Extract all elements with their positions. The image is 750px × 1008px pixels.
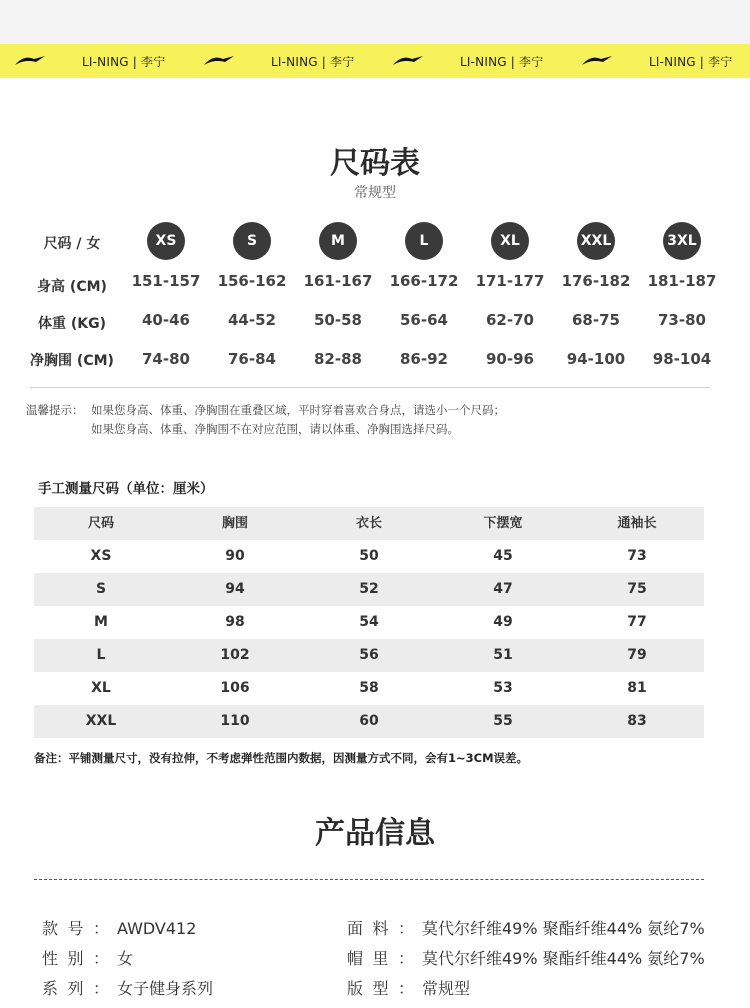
- table-cell: L: [96, 647, 106, 663]
- table-row: [34, 672, 704, 705]
- size-badge: L: [405, 222, 443, 260]
- size-badge: 3XL: [663, 222, 701, 260]
- brand-band: [0, 44, 750, 78]
- brand-mark: [14, 44, 165, 78]
- table-row: [34, 639, 704, 672]
- size-badge: S: [233, 222, 271, 260]
- chest-value: 76-84: [228, 350, 276, 368]
- table-cell: XL: [91, 680, 111, 696]
- table-header: 胸围: [221, 516, 248, 531]
- table-cell: XXL: [85, 713, 117, 729]
- info-item-series: [42, 976, 213, 999]
- tips-line: 如果您身高、体重、净胸围在重叠区域，平时穿着喜欢合身点，请选小一个尺码；: [91, 403, 505, 417]
- li-ning-swoosh-icon: [203, 55, 235, 67]
- weight-value: 62-70: [486, 311, 534, 329]
- table-cell: 73: [627, 548, 647, 564]
- info-key: 系列 ：: [42, 976, 109, 999]
- size-badge: M: [319, 222, 357, 260]
- info-value: 常规型: [422, 979, 471, 998]
- size-badge: XXL: [577, 222, 615, 260]
- table-cell: 94: [225, 581, 245, 597]
- table-row: [34, 540, 704, 573]
- table-header: 衣长: [355, 516, 382, 531]
- section-divider: [30, 387, 710, 388]
- info-item-hood-lining: [347, 946, 705, 969]
- table-cell: 45: [493, 548, 513, 564]
- height-value: 156-162: [217, 272, 287, 290]
- product-info-title: 产品信息: [315, 816, 435, 851]
- chest-value: 86-92: [400, 350, 448, 368]
- chest-value: 74-80: [142, 350, 190, 368]
- height-value: 171-177: [475, 272, 545, 290]
- table-cell: 55: [493, 713, 513, 729]
- table-cell: 110: [220, 713, 250, 729]
- table-cell: 50: [359, 548, 379, 564]
- measure-title: 手工测量尺码（单位：厘米）: [38, 481, 214, 497]
- info-key: 帽里 ：: [347, 946, 414, 969]
- height-value: 151-157: [131, 272, 201, 290]
- info-value: 莫代尔纤维49% 聚酯纤维44% 氨纶7%: [422, 949, 705, 968]
- brand-text: LI-NING | 李宁: [460, 54, 544, 69]
- weight-value: 50-58: [314, 311, 362, 329]
- table-row: [34, 606, 704, 639]
- tips-line: 如果您身高、体重、净胸围不在对应范围，请以体重、净胸围选择尺码。: [91, 422, 459, 436]
- height-value: 181-187: [647, 272, 717, 290]
- table-cell: 56: [359, 647, 379, 663]
- table-cell: 60: [359, 713, 379, 729]
- info-value: 女子健身系列: [117, 979, 214, 998]
- weight-value: 44-52: [228, 311, 276, 329]
- info-key: 面料 ：: [347, 916, 414, 939]
- row-label-height: 身高 (CM): [37, 279, 107, 295]
- table-cell: 83: [627, 713, 647, 729]
- table-cell: S: [95, 581, 107, 597]
- table-cell: 75: [627, 581, 647, 597]
- brand-mark: [203, 44, 354, 78]
- size-chart-title: 尺码表: [330, 146, 420, 181]
- table-cell: 49: [493, 614, 513, 630]
- brand-mark: [581, 44, 732, 78]
- brand-text: LI-NING | 李宁: [649, 54, 733, 69]
- info-key: 款号 ：: [42, 916, 109, 939]
- top-spacer: [0, 0, 750, 44]
- info-value: 女: [117, 949, 134, 968]
- info-item-fit: [347, 976, 470, 999]
- table-cell: 53: [493, 680, 513, 696]
- info-value: AWDV412: [117, 919, 197, 938]
- table-cell: 58: [359, 680, 379, 696]
- table-header: 通袖长: [617, 516, 657, 531]
- table-header: 尺码: [87, 516, 114, 531]
- table-cell: 106: [220, 680, 250, 696]
- weight-value: 56-64: [400, 311, 448, 329]
- li-ning-swoosh-icon: [392, 55, 424, 67]
- row-label-weight: 体重 (KG): [37, 316, 106, 332]
- info-key: 性别 ：: [42, 946, 109, 969]
- measure-table: [34, 507, 704, 738]
- info-item-fabric: [347, 916, 705, 939]
- table-row: [34, 573, 704, 606]
- height-value: 161-167: [303, 272, 373, 290]
- chest-value: 94-100: [566, 350, 626, 368]
- weight-value: 40-46: [142, 311, 190, 329]
- table-cell: 102: [220, 647, 250, 663]
- info-value: 莫代尔纤维49% 聚酯纤维44% 氨纶7%: [422, 919, 705, 938]
- table-cell: 79: [627, 647, 647, 663]
- measure-note: 备注：平铺测量尺寸，没有拉伸，不考虑弹性范围内数据，因测量方式不同，会有1~3CM误差。: [34, 751, 529, 765]
- table-cell: 54: [359, 614, 379, 630]
- table-cell: 98: [225, 614, 245, 630]
- table-cell: 77: [627, 614, 647, 630]
- size-badge: XS: [147, 222, 185, 260]
- weight-value: 68-75: [572, 311, 620, 329]
- tips-label: 温馨提示：: [26, 403, 84, 417]
- table-cell: 51: [493, 647, 513, 663]
- row-label-size: 尺码 / 女: [43, 236, 101, 252]
- chest-value: 98-104: [652, 350, 712, 368]
- table-cell: 81: [627, 680, 647, 696]
- brand-text: LI-NING | 李宁: [82, 54, 166, 69]
- height-value: 166-172: [389, 272, 459, 290]
- table-cell: 90: [225, 548, 245, 564]
- weight-value: 73-80: [658, 311, 706, 329]
- table-cell: XS: [90, 548, 112, 564]
- table-cell: 47: [493, 581, 513, 597]
- brand-mark: [392, 44, 543, 78]
- chest-value: 82-88: [314, 350, 362, 368]
- table-header-row: [34, 507, 704, 540]
- info-item-gender: [42, 946, 133, 969]
- brand-text: LI-NING | 李宁: [271, 54, 355, 69]
- li-ning-swoosh-icon: [14, 55, 46, 67]
- info-key: 版型 ：: [347, 976, 414, 999]
- table-header: 下摆宽: [483, 516, 523, 531]
- row-label-chest: 净胸围 (CM): [30, 353, 114, 369]
- dashed-divider: [34, 879, 704, 880]
- table-cell: 52: [359, 581, 379, 597]
- chest-value: 90-96: [486, 350, 534, 368]
- size-badge: XL: [491, 222, 529, 260]
- size-chart-subtitle: 常规型: [354, 185, 396, 201]
- info-item-style: [42, 916, 196, 939]
- table-row: [34, 705, 704, 738]
- height-value: 176-182: [561, 272, 631, 290]
- li-ning-swoosh-icon: [581, 55, 613, 67]
- table-cell: M: [94, 614, 108, 630]
